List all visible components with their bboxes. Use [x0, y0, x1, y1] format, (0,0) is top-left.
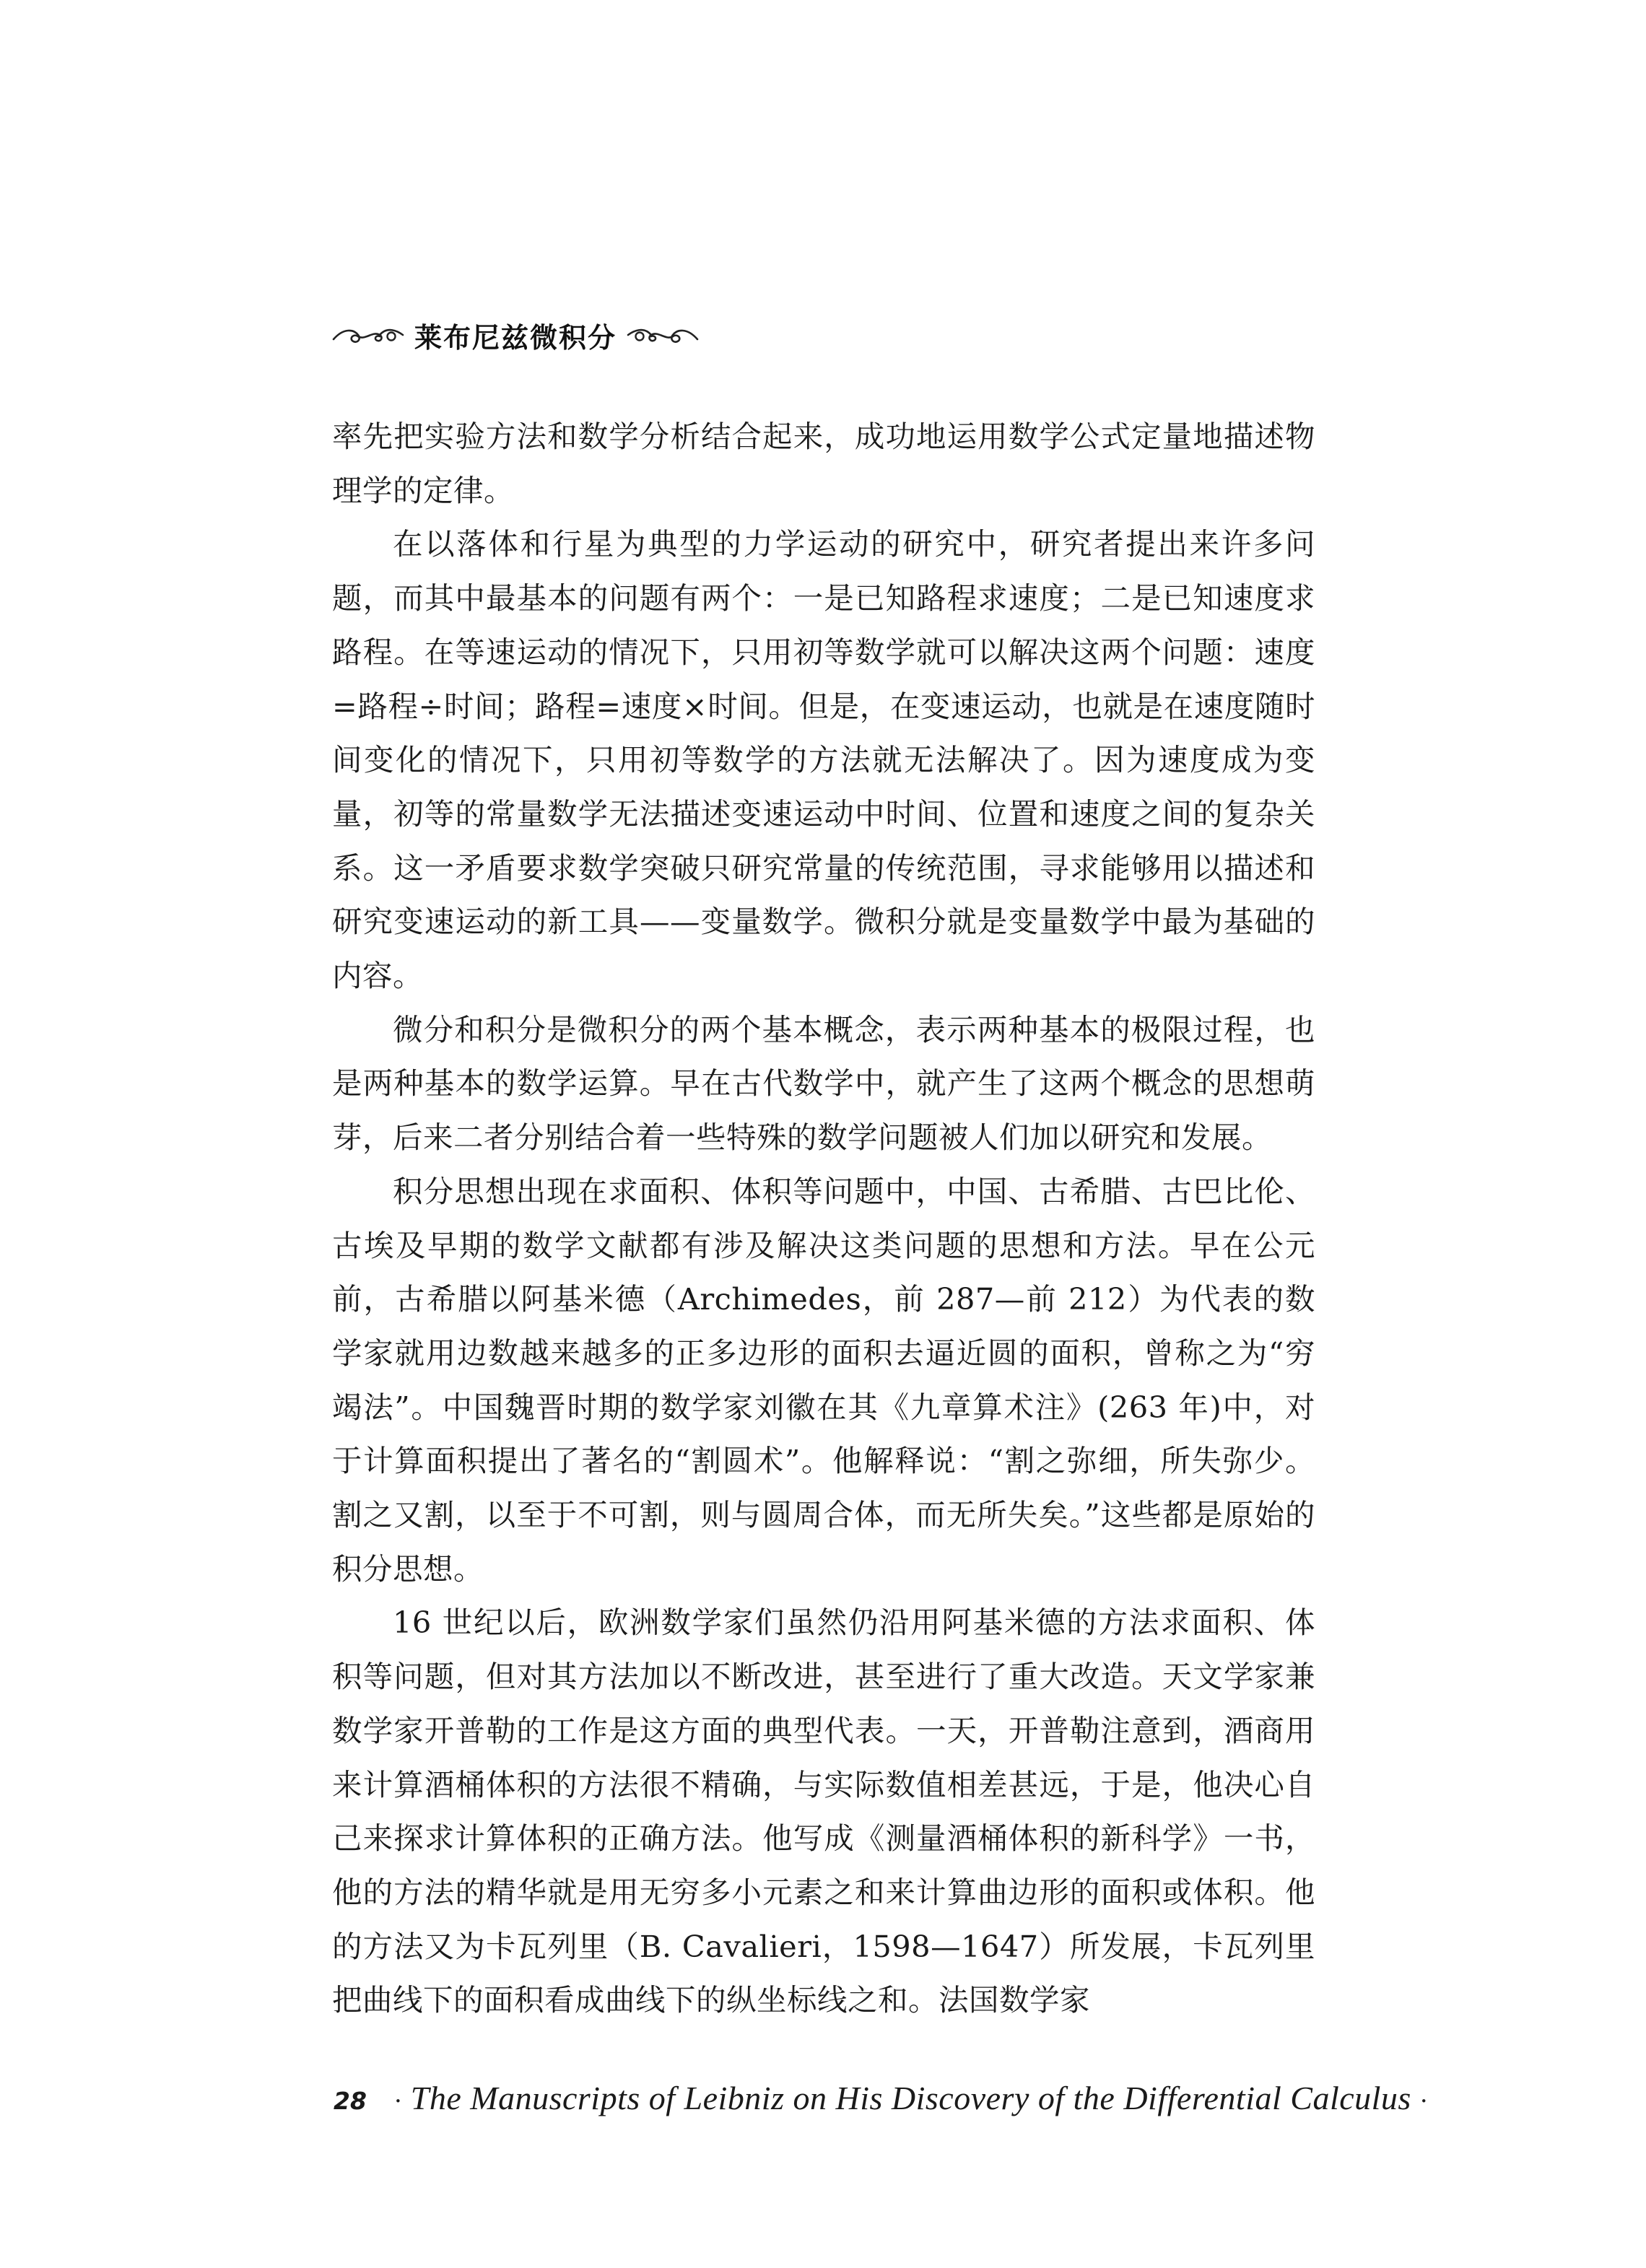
paragraph: 积分思想出现在求面积、体积等问题中，中国、古希腊、古巴比伦、古埃及早期的数学文献都有涉及解决这类问题的思想和方法。早在公元前，古希腊以阿基米德（Archimedes，前 287—前 212）为代表的数学家就用边数越来越多的正多边形的面积去逼近圆的面积，曾称之为“穷竭法”。中国魏晋时期的数学家刘徽在其《九章算术注》(263 年)中，对于计算面积提出了著名的“割圆术”。他解释说：“割之弥细，所失弥少。割之又割，以至于不可割，则与圆周合体，而无所失矣。”这些都是原始的积分思想。 [332, 1173, 1315, 1587]
footer-book-title: The Manuscripts of Leibniz on His Discovery of the Differential Calculus [410, 2080, 1411, 2116]
page-number: 28 [334, 2087, 367, 2115]
footer-dot: · [393, 2087, 402, 2116]
running-head [332, 313, 699, 357]
footer-dot: · [1419, 2087, 1428, 2116]
body-text [332, 410, 1315, 2028]
running-head-title: 莱布尼兹微积分 [414, 321, 617, 354]
paragraph: 微分和积分是微积分的两个基本概念，表示两种基本的极限过程，也是两种基本的数学运算。早在古代数学中，就产生了这两个概念的思想萌芽，后来二者分别结合着一些特殊的数学问题被人们加以研究和发展。 [332, 1011, 1315, 1156]
scroll-ornament-icon [332, 320, 404, 349]
scroll-ornament-icon [627, 320, 699, 349]
page-footer [334, 2079, 1437, 2129]
paragraph: 16 世纪以后，欧洲数学家们虽然仍沿用阿基米德的方法求面积、体积等问题，但对其方法加以不断改进，甚至进行了重大改造。天文学家兼数学家开普勒的工作是这方面的典型代表。一天，开普勒注意到，酒商用来计算酒桶体积的方法很不精确，与实际数值相差甚远，于是，他决心自己来探求计算体积的正确方法。他写成《测量酒桶体积的新科学》一书，他的方法的精华就是用无穷多小元素之和来计算曲边形的面积或体积。他的方法又为卡瓦列里（B. Cavalieri，1598—1647）所发展，卡瓦列里把曲线下的面积看成曲线下的纵坐标线之和。法国数学家 [332, 1605, 1315, 2018]
paragraph: 率先把实验方法和数学分析结合起来，成功地运用数学公式定量地描述物理学的定律。 [332, 419, 1315, 508]
paragraph: 在以落体和行星为典型的力学运动的研究中，研究者提出来许多问题，而其中最基本的问题有两个：一是已知路程求速度；二是已知速度求路程。在等速运动的情况下，只用初等数学就可以解决这两个问题：速度=路程÷时间；路程=速度×时间。但是，在变速运动，也就是在速度随时间变化的情况下，只用初等数学的方法就无法解决了。因为速度成为变量，初等的常量数学无法描述变速运动中时间、位置和速度之间的复杂关系。这一矛盾要求数学突破只研究常量的传统范围，寻求能够用以描述和研究变速运动的新工具——变量数学。微积分就是变量数学中最为基础的内容。 [332, 526, 1315, 994]
